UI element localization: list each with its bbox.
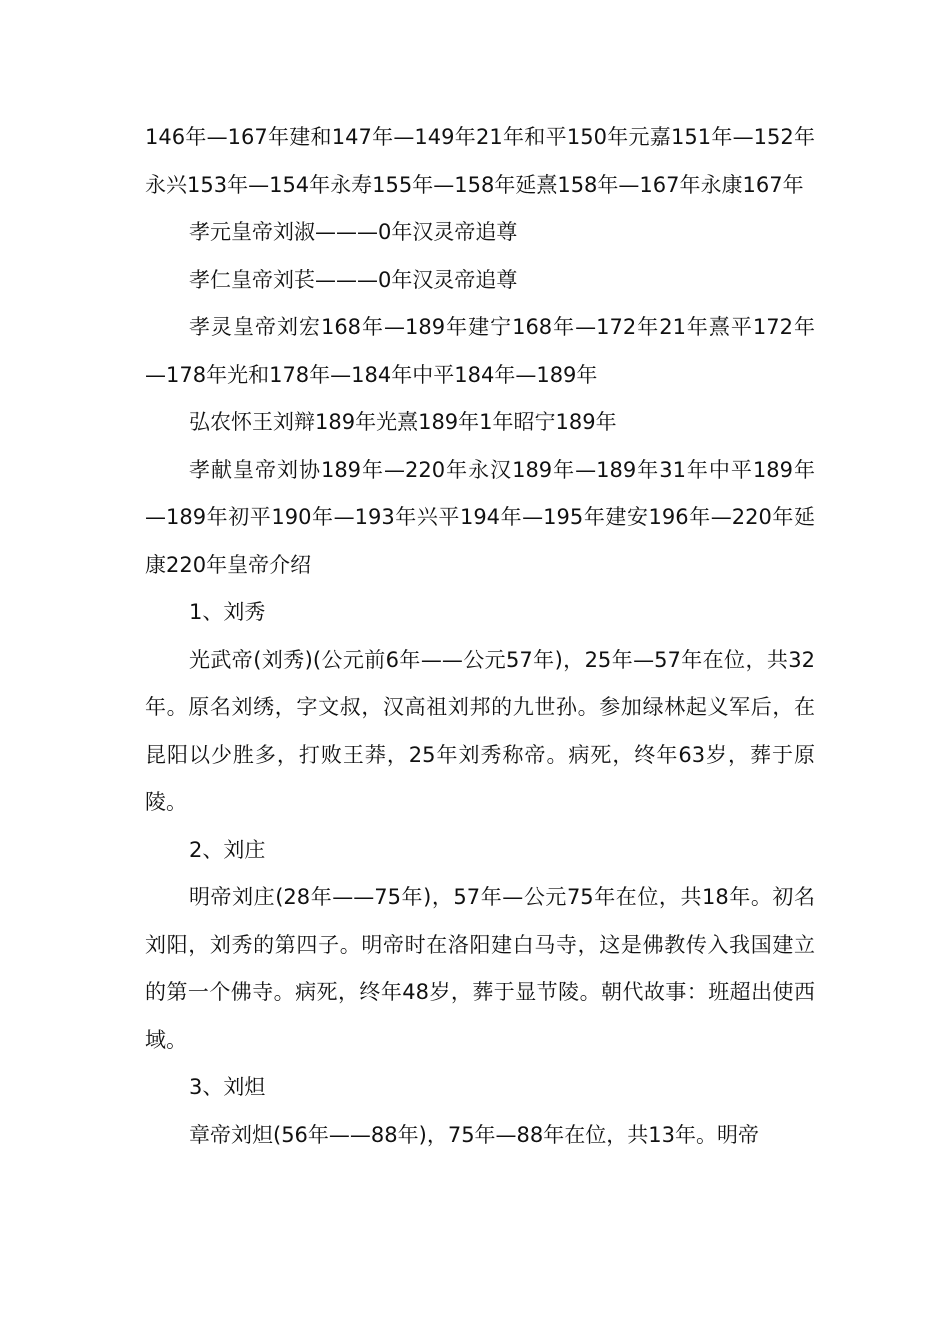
section-heading-liu-da: 3、刘炟 xyxy=(189,1075,266,1099)
document-body xyxy=(145,114,815,1159)
paragraph-xiaoling-emperor: 孝灵皇帝刘宏168年—189年建宁168年—172年21年熹平172年—178年光和178年—184年中平184年—189年 xyxy=(145,315,815,387)
section-heading-liu-zhuang: 2、刘庄 xyxy=(189,837,266,862)
paragraph-reign-list-continued: 146年—167年建和147年—149年21年和平150年元嘉151年—152年永兴153年—154年永寿155年—158年延熹158年—167年永康167年 xyxy=(145,125,815,197)
paragraph-xiaoyuan-emperor: 孝元皇帝刘淑———0年汉灵帝追尊 xyxy=(189,220,518,244)
paragraph-liu-zhuang-bio: 明帝刘庄(28年——75年)，57年—公元75年在位，共18年。初名刘阳，刘秀的第四子。明帝时在洛阳建白马寺，这是佛教传入我国建立的第一个佛寺。病死，终年48岁，葬于显节陵。朝代故事：班超出使西域。 xyxy=(145,885,815,1052)
paragraph-xiaoxian-emperor: 孝献皇帝刘协189年—220年永汉189年—189年31年中平189年—189年初平190年—193年兴平194年—195年建安196年—220年延康220年皇帝介绍 xyxy=(145,457,815,577)
paragraph-hongnong-king: 弘农怀王刘辩189年光熹189年1年昭宁189年 xyxy=(189,410,617,434)
paragraph-liu-xiu-bio: 光武帝(刘秀)(公元前6年——公元57年)，25年—57年在位，共32年。原名刘绣，字文叔，汉高祖刘邦的九世孙。参加绿林起义军后，在昆阳以少胜多，打败王莽，25年刘秀称帝。病死，终年63岁，葬于原陵。 xyxy=(145,647,815,814)
paragraph-xiaoren-emperor: 孝仁皇帝刘苌———0年汉灵帝追尊 xyxy=(189,267,518,292)
paragraph-liu-da-bio: 章帝刘炟(56年——88年)，75年—88年在位，共13年。明帝 xyxy=(189,1122,759,1147)
section-heading-liu-xiu: 1、刘秀 xyxy=(189,600,266,624)
